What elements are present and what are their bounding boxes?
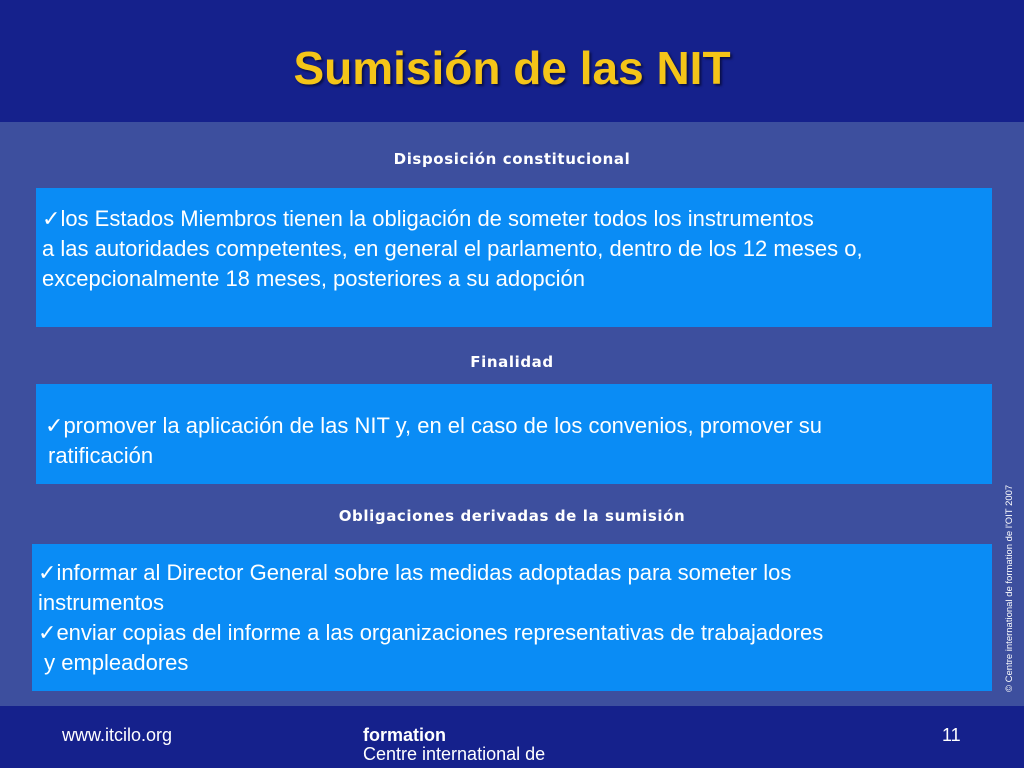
text-line: ratificación bbox=[48, 443, 154, 468]
text-line: a las autoridades competentes, en general el parlamento, dentro de los 12 meses o, bbox=[42, 236, 863, 261]
slide-title: Sumisión de las NIT bbox=[293, 42, 731, 94]
page-number: 11 bbox=[942, 725, 961, 745]
content-box-disposicion bbox=[36, 188, 992, 327]
section-label-disposicion: Disposición constitucional bbox=[393, 150, 631, 168]
checkmark-icon: ✓ bbox=[45, 413, 64, 438]
text-line: excepcionalmente 18 meses, posteriores a su adopción bbox=[42, 266, 585, 291]
checkmark-icon: ✓ bbox=[38, 620, 57, 645]
section-label-finalidad: Finalidad bbox=[470, 353, 554, 371]
section-label-obligaciones: Obligaciones derivadas de la sumisión bbox=[338, 507, 686, 525]
footer-center-text: Centre international de formation bbox=[363, 725, 551, 764]
copyright-note: © Centre international de formation de l'OIT 2007 bbox=[1004, 484, 1015, 692]
content-box-obligaciones bbox=[32, 544, 992, 691]
bullet-line: ✓informar al Director General sobre las medidas adoptadas para someter los bbox=[38, 558, 992, 588]
checkmark-icon: ✓ bbox=[42, 206, 61, 231]
footer-bar bbox=[0, 706, 1024, 768]
bullet-line: ✓enviar copias del informe a las organizaciones representativas de trabajadores bbox=[38, 618, 992, 648]
footer-website-link[interactable]: www.itcilo.org bbox=[62, 725, 173, 745]
text-line: instrumentos bbox=[38, 590, 164, 615]
text-line: y empleadores bbox=[38, 650, 189, 675]
bullet-line: ✓los Estados Miembros tienen la obligación de someter todos los instrumentos bbox=[42, 204, 992, 234]
content-box-finalidad bbox=[36, 384, 992, 484]
checkmark-icon: ✓ bbox=[38, 560, 57, 585]
bullet-line: ✓promover la aplicación de las NIT y, en el caso de los convenios, promover su bbox=[45, 411, 992, 441]
